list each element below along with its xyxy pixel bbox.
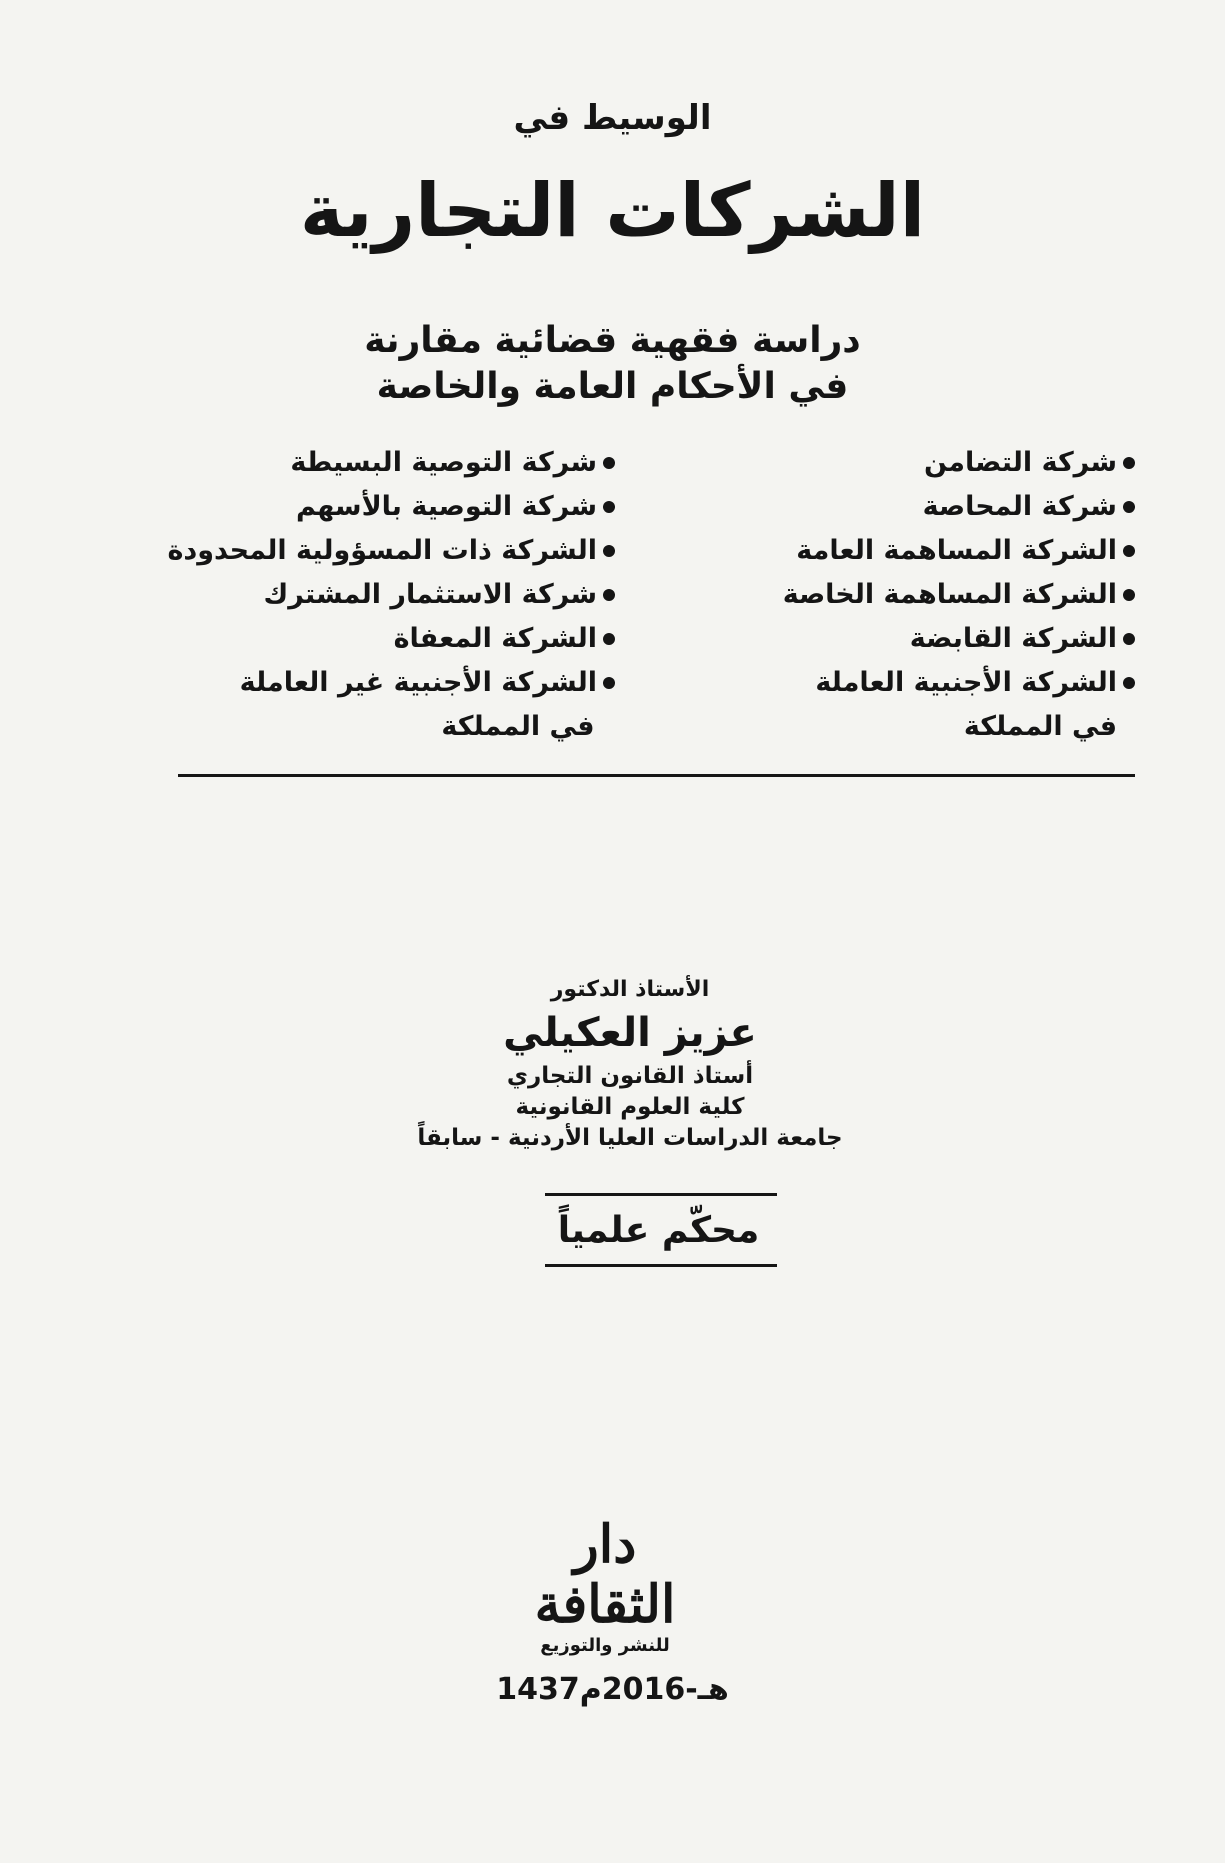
- list-item: الشركة القابضة: [909, 622, 1117, 654]
- publisher-logo: [520, 1515, 690, 1655]
- bullet-icon: [603, 457, 615, 469]
- publisher-tagline: للنشر والتوزيع: [540, 1635, 670, 1656]
- list-item: في المملكة: [963, 710, 1117, 742]
- divider: [178, 774, 1135, 777]
- title-prefix: الوسيط في: [513, 98, 712, 138]
- divider: [545, 1264, 777, 1267]
- publication-year: 1437هـ-2016م: [496, 1672, 729, 1707]
- publisher-name: دار الثقافة: [534, 1514, 676, 1635]
- list-row: [90, 484, 1135, 528]
- bullet-icon: [603, 589, 615, 601]
- author-faculty: كلية العلوم القانونية: [515, 1094, 745, 1120]
- list-item: شركة المحاصة: [922, 490, 1117, 522]
- list-row: [90, 440, 1135, 484]
- list-row: [90, 572, 1135, 616]
- divider: [545, 1193, 777, 1196]
- list-item: شركة التوصية بالأسهم: [296, 490, 597, 522]
- list-item: الشركة الأجنبية غير العاملة: [239, 666, 597, 698]
- author-name: عزيز العكيلي: [503, 1010, 757, 1056]
- author-position: أستاذ القانون التجاري: [506, 1063, 754, 1089]
- list-row: [90, 616, 1135, 660]
- list-item: شركة التضامن: [924, 446, 1117, 478]
- subtitle: [0, 318, 1225, 410]
- subtitle-line-1: دراسة فقهية قضائية مقارنة: [364, 320, 861, 361]
- list-item: الشركة ذات المسؤولية المحدودة: [167, 534, 597, 566]
- bullet-icon: [603, 501, 615, 513]
- author-university: جامعة الدراسات العليا الأردنية - سابقاً: [417, 1125, 843, 1151]
- list-row: [90, 660, 1135, 704]
- bullet-icon: [1123, 457, 1135, 469]
- bullet-icon: [603, 633, 615, 645]
- bullet-icon: [1123, 501, 1135, 513]
- subtitle-line-2: في الأحكام العامة والخاصة: [376, 366, 849, 407]
- peer-reviewed-label: محكّم علمياً: [557, 1210, 760, 1251]
- book-title: الشركات التجارية: [299, 168, 926, 254]
- author-honorific: الأستاذ الدكتور: [550, 977, 710, 1002]
- bullet-icon: [1123, 589, 1135, 601]
- list-item: الشركة المساهمة العامة: [796, 534, 1117, 566]
- bullet-icon: [1123, 633, 1135, 645]
- list-item: في المملكة: [441, 710, 595, 742]
- bullet-icon: [603, 677, 615, 689]
- list-item: شركة الاستثمار المشترك: [263, 578, 597, 610]
- bullet-icon: [603, 545, 615, 557]
- bullet-icon: [1123, 677, 1135, 689]
- list-item: الشركة المعفاة: [393, 622, 597, 654]
- list-row: [90, 704, 1135, 748]
- author-block: [0, 975, 1225, 1154]
- list-item: الشركة الأجنبية العاملة: [815, 666, 1117, 698]
- list-row: [90, 528, 1135, 572]
- list-item: شركة التوصية البسيطة: [290, 446, 597, 478]
- list-item: الشركة المساهمة الخاصة: [782, 578, 1117, 610]
- bullet-icon: [1123, 545, 1135, 557]
- company-types-list: [90, 440, 1135, 748]
